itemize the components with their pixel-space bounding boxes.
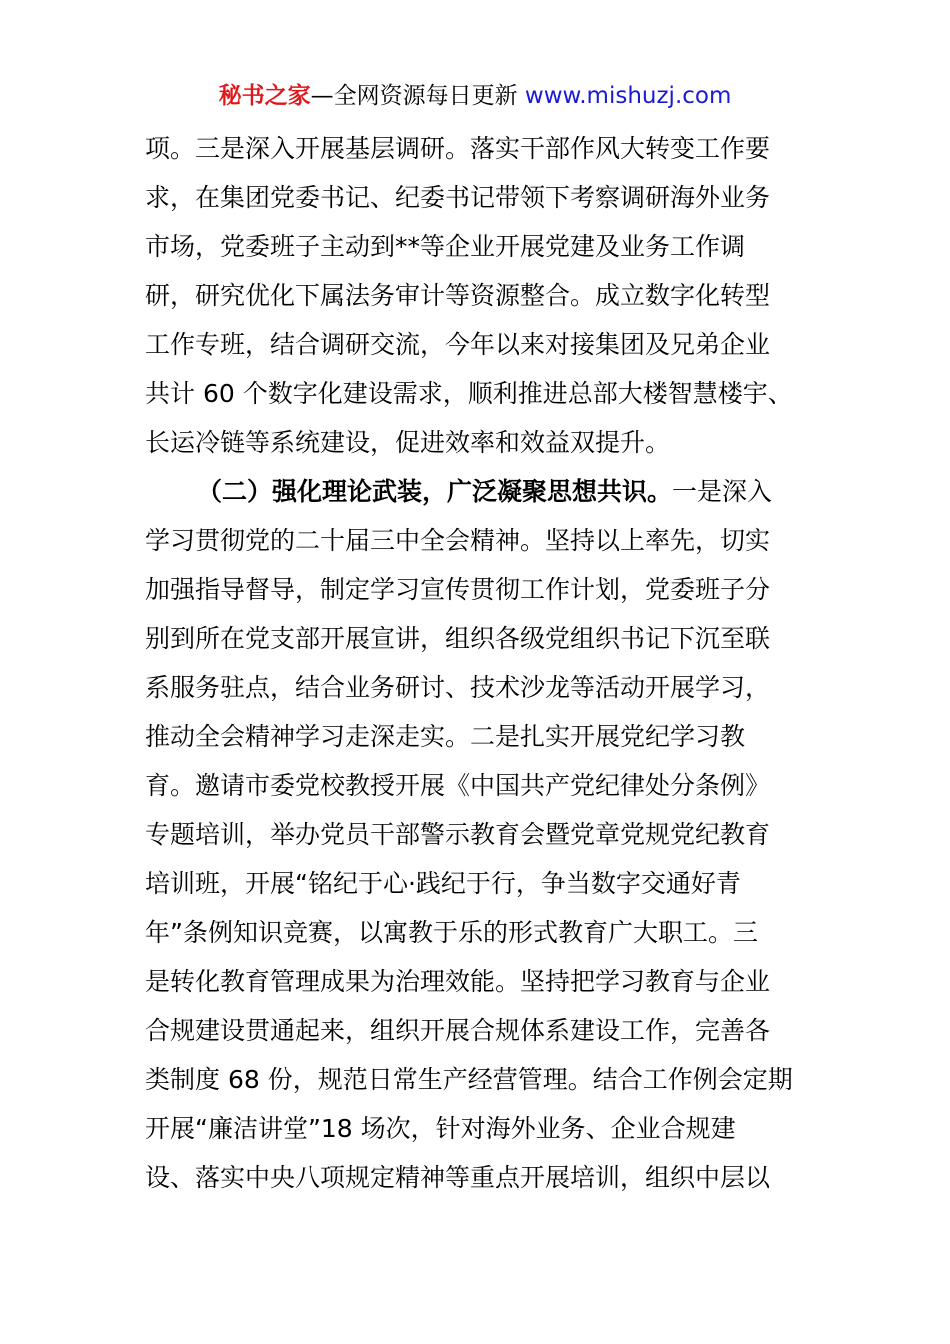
text-line: 项。三是深入开展基层调研。落实干部作风大转变工作要 bbox=[145, 134, 771, 163]
text-line: 长运冷链等系统建设，促进效率和效益双提升。 bbox=[145, 428, 671, 457]
text-line: 推动全会精神学习走深走实。二是扎实开展党纪学习教 bbox=[145, 722, 746, 751]
text-line: 市场，党委班子主动到**等企业开展党建及业务工作调 bbox=[145, 232, 746, 261]
site-brand: 秘书之家 bbox=[218, 83, 311, 109]
text-line: 年”条例知识竞赛，以寓教于乐的形式教育广大职工。三 bbox=[145, 918, 758, 947]
text-line: 培训班，开展“铭纪于心·践纪于行，争当数字交通好青 bbox=[145, 869, 741, 898]
text-line: 系服务驻点，结合业务研讨、技术沙龙等活动开展学习， bbox=[145, 673, 771, 702]
text-line: 别到所在党支部开展宣讲，组织各级党组织书记下沉至联 bbox=[145, 624, 771, 653]
text-line: 研，研究优化下属法务审计等资源整合。成立数字化转型 bbox=[145, 281, 771, 310]
text-line: 共计 60 个数字化建设需求，顺利推进总部大楼智慧楼宇、 bbox=[145, 379, 793, 408]
text-line: 育。邀请市委党校教授开展《中国共产党纪律处分条例》 bbox=[145, 771, 771, 800]
text-line: 合规建设贯通起来，组织开展合规体系建设工作，完善各 bbox=[145, 1016, 771, 1045]
text-line: 学习贯彻党的二十届三中全会精神。坚持以上率先，切实 bbox=[145, 526, 771, 555]
text-line: 开展“廉洁讲堂”18 场次，针对海外业务、企业合规建 bbox=[145, 1114, 736, 1143]
section-heading-rest: 一是深入 bbox=[672, 477, 773, 506]
site-url-link[interactable]: www.mishuzj.com bbox=[524, 83, 732, 109]
text-line: 求，在集团党委书记、纪委书记带领下考察调研海外业务 bbox=[145, 183, 771, 212]
text-line: 工作专班，结合调研交流，今年以来对接集团及兄弟企业 bbox=[145, 330, 771, 359]
text-line: 专题培训，举办党员干部警示教育会暨党章党规党纪教育 bbox=[145, 820, 771, 849]
section-heading: （二）强化理论武装，广泛凝聚思想共识。 bbox=[197, 477, 673, 506]
text-line: 设、落实中央八项规定精神等重点开展培训，组织中层以 bbox=[145, 1163, 771, 1192]
text-line: 是转化教育管理成果为治理效能。坚持把学习教育与企业 bbox=[145, 967, 771, 996]
text-line: 类制度 68 份，规范日常生产经营管理。结合工作例会定期 bbox=[145, 1065, 793, 1094]
site-tagline: —全网资源每日更新 bbox=[310, 83, 525, 109]
document-body bbox=[145, 124, 810, 1202]
site-header bbox=[0, 80, 950, 112]
text-line: 加强指导督导，制定学习宣传贯彻工作计划，党委班子分 bbox=[145, 575, 771, 604]
section-heading-line bbox=[145, 467, 810, 516]
